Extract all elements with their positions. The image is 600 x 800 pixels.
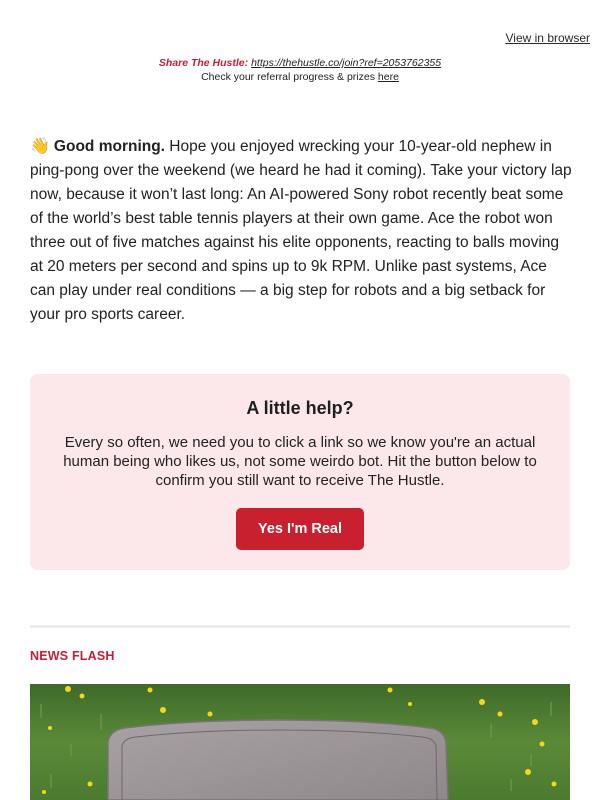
help-title: A little help?: [246, 398, 354, 418]
referral-block: [0, 56, 600, 84]
intro-body: Hope you enjoyed wrecking your 10-year-old nephew in ping-pong over the weekend (we heard he had it coming). Take your victory lap now, because it won’t last long: An AI-powered Sony robot recently beat some of the world’s best table tennis players at their own game. Ace the robot won three out of five matches against his elite opponents, reacting to balls moving at 20 meters per second and spins up to 9k RPM. Unlike past systems, Ace can play under real conditions — a big step for robots and a big setback for your pro sports career.: [30, 138, 572, 323]
help-box: [30, 374, 570, 570]
referral-link[interactable]: https://thehustle.co/join?ref=2053762355: [251, 57, 442, 69]
progress-text: Check your referral progress & prizes: [201, 71, 375, 83]
referral-progress-link[interactable]: here: [377, 71, 399, 83]
waving-hand-icon: 👋: [30, 138, 50, 155]
section-divider: [30, 625, 570, 628]
yes-im-real-button[interactable]: Yes I'm Real: [236, 508, 364, 550]
share-line: [0, 56, 600, 70]
help-body: Every so often, we need you to click a link so we know you're an actual human being who likes us, not some weirdo bot. Hit the button below to confirm you still want to receive The Hustle.: [63, 434, 537, 489]
greeting: Good morning.: [53, 138, 165, 155]
section-label: NEWS FLASH: [30, 649, 115, 663]
share-label: Share The Hustle:: [158, 57, 249, 69]
progress-line: [0, 70, 600, 84]
news-hero-image: [30, 684, 570, 800]
intro-paragraph: [30, 135, 575, 327]
view-in-browser-link[interactable]: View in browser: [505, 31, 590, 45]
